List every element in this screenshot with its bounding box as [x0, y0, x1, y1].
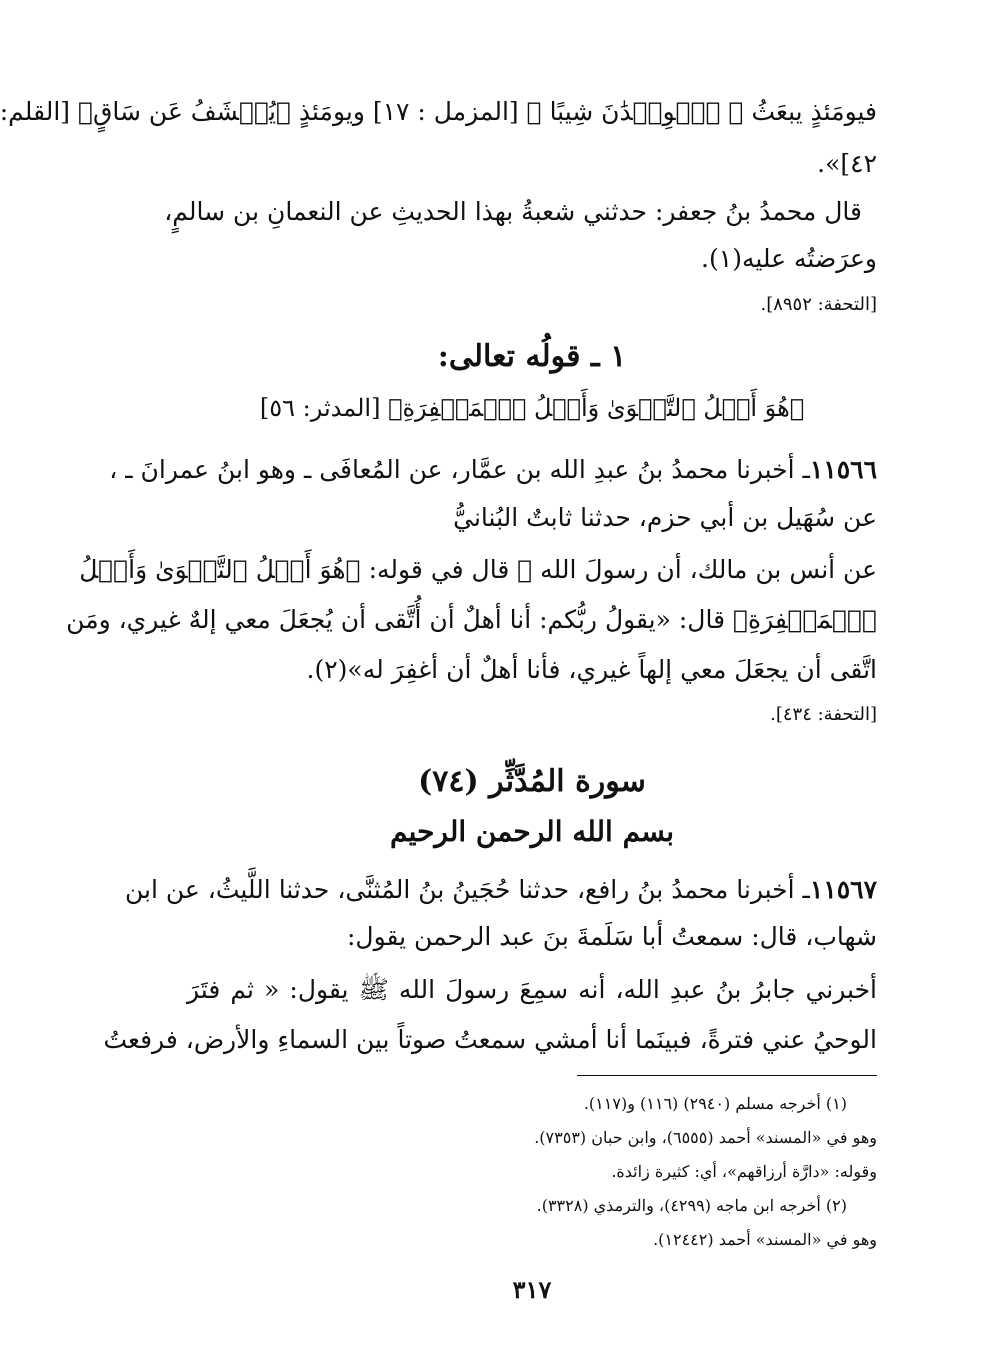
hadith-number: ١١٥٦٧	[809, 875, 877, 904]
basmala: بسم الله الرحمن الرحيم	[390, 815, 674, 848]
passage-line-1: فيومَئذٍ يبعَثُ ﴿ ٱلۡوِلۡدَٰنَ شِيبًا ﴾ [المزمل : ١٧] ويومَئذٍ ﴿يُكۡشَفُ عَن سَاقٍ﴾ [القلم:	[0, 97, 877, 126]
hadith-11567-line-3: أخبرني جابرُ بنُ عبدِ الله، أنه سمِعَ رسولَ الله ﷺ يقول: « ثم فتَرَ	[187, 975, 877, 1004]
hadith-11567-first-line	[124, 868, 877, 912]
tuhfa-ref-2: [التحفة: ٤٣٤].	[770, 704, 877, 725]
passage-line-2: ٤٢]».	[817, 149, 877, 178]
surah-title: سورة المُدَّثِّر (٧٤)	[418, 764, 646, 799]
passage-line-3: قال محمدُ بنُ جعفر: حدثني شعبةُ بهذا الحديثِ عن النعمانِ بن سالمٍ،	[164, 197, 862, 226]
footnote-separator	[577, 1075, 877, 1076]
hadith-number: ١١٥٦٦	[809, 455, 877, 484]
hadith-11566-line-5: اتَّقى أن يجعَلَ معي إلهاً غيري، فأنا أهلٌ أن أغفِرَ له»(٢).	[306, 655, 877, 684]
hadith-11566-line-3: عن أنس بن مالك، أن رسولَ الله ﷺ قال في قوله: ﴿هُوَ أَهۡلُ ٱلتَّقۡوَىٰ وَأَهۡلُ	[79, 555, 877, 584]
hadith-11567-line-2: شهاب، قال: سمعتُ أبا سَلَمةَ بنَ عبد الرحمن يقول:	[346, 922, 877, 951]
section-verse: ﴿هُوَ أَهۡلُ ٱلتَّقۡوَىٰ وَأَهۡلُ ٱلۡمَغۡفِرَةِ﴾ [المدثر: ٥٦]	[259, 394, 805, 422]
footnote-2-cont: وهو في «المسند» أحمد (١٢٤٤٢).	[653, 1230, 877, 1249]
tuhfa-ref-1: [التحفة: ٨٩٥٢].	[760, 294, 877, 315]
hadith-11567-line-4: الوحيُ عني فترةً، فبينَما أنا أمشي سمعتُ صوتاً بين السماءِ والأرض، فرفعتُ	[103, 1025, 877, 1054]
footnote-1-note: وقوله: «دارَّة أرزاقهم»، أي: كثيرة زائدة.	[611, 1162, 877, 1181]
hadith-text: ـ أخبرنا محمدُ بنُ رافع، حدثنا حُجَينُ بنُ المُثنَّى، حدثنا اللَّيثُ، عن ابن	[124, 875, 810, 904]
section-heading: ١ ـ قولُه تعالى:	[437, 339, 627, 374]
footnote-1: (١) أخرجه مسلم (٢٩٤٠) (١١٦) و(١١٧).	[583, 1094, 847, 1113]
hadith-11566-line-4: ٱلۡمَغۡفِرَةِ﴾ قال: «يقولُ ربُّكم: أنا أهلٌ أن أُتَّقى أن يُجعَلَ معي إلهٌ غيري، ومَن	[66, 605, 877, 634]
footnote-1-cont: وهو في «المسند» أحمد (٦٥٥٥)، وابن حبان (٧٣٥٣).	[534, 1128, 877, 1147]
hadith-11566-first-line	[109, 448, 877, 492]
hadith-text: ـ أخبرنا محمدُ بنُ عبدِ الله بن عمَّار، عن المُعافَى ـ وهو ابنُ عمرانَ ـ ،	[109, 455, 810, 484]
page-number: ٣١٧	[512, 1275, 552, 1304]
footnote-2: (٢) أخرجه ابن ماجه (٤٢٩٩)، والترمذي (٣٣٢٨).	[536, 1196, 847, 1215]
hadith-11566-line-2: عن سُهَيل بن أبي حزم، حدثنا ثابتٌ البُنانيُّ	[453, 503, 877, 532]
passage-line-4: وعرَضتُه عليه(١).	[701, 244, 877, 273]
